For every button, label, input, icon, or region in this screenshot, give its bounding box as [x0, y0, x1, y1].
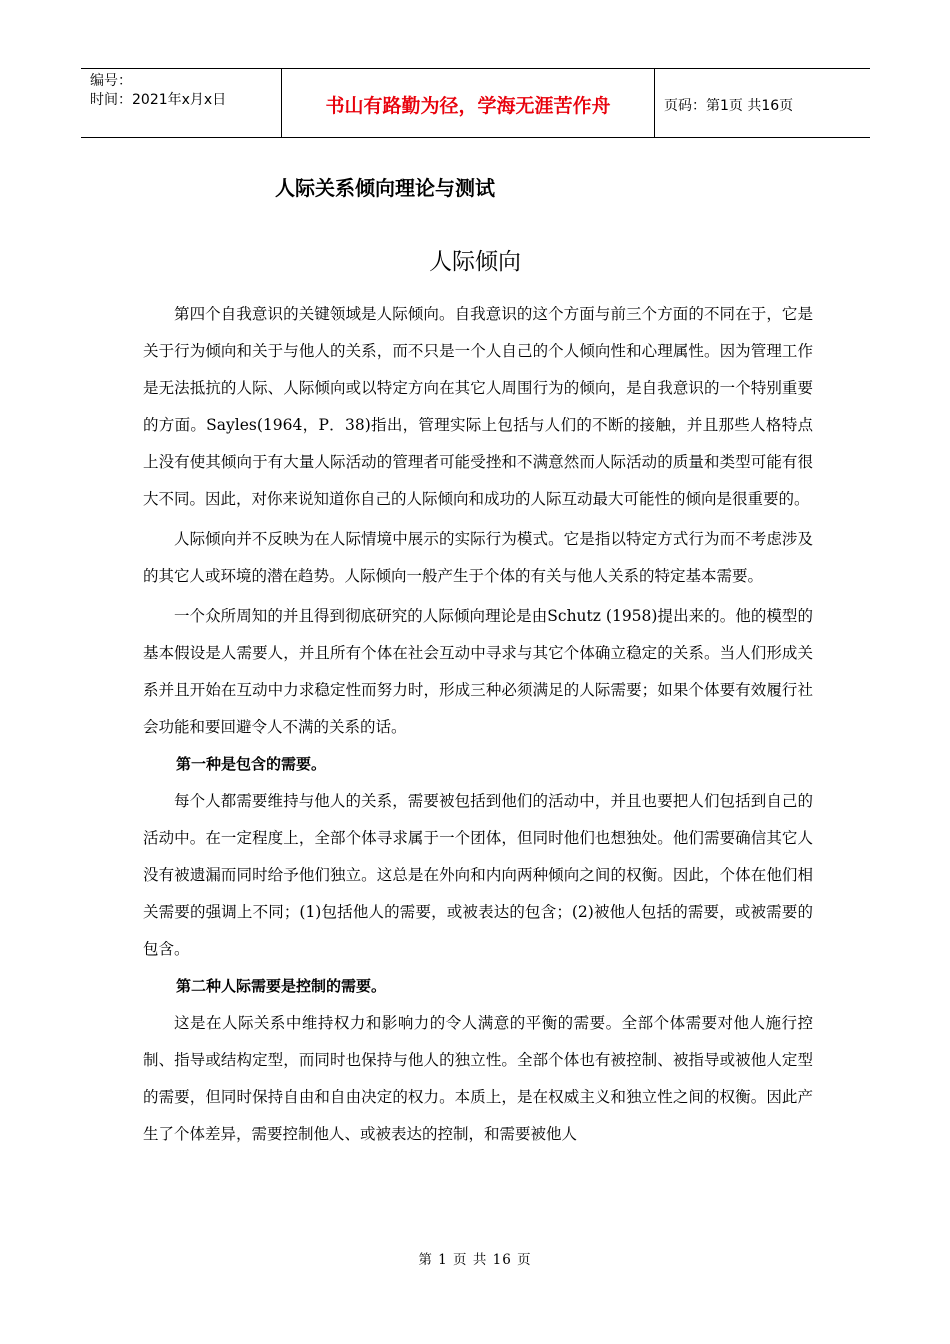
- document-body: [143, 296, 813, 1153]
- header-motto-cell: [281, 69, 655, 137]
- header-page-cell: [654, 69, 870, 137]
- page-footer: 第 1 页 共 16 页: [418, 1252, 532, 1268]
- motto-text: 书山有路勤为径，学海无涯苦作舟: [325, 95, 611, 117]
- header-left-cell: [81, 69, 281, 137]
- paragraph: 人际倾向并不反映为在人际情境中展示的实际行为模式。它是指以特定方式行为而不考虑涉及的其它人或环境的潜在趋势。人际倾向一般产生于个体的有关与他人关系的特定基本需要。: [143, 530, 813, 585]
- paragraph: 每个人都需要维持与他人的关系，需要被包括到他们的活动中，并且也要把人们包括到自己的活动中。在一定程度上，全部个体寻求属于一个团体，但同时他们也想独处。他们需要确信其它人没有被遗漏而同时给予他们独立。这总是在外向和内向两种倾向之间的权衡。因此，个体在他们相关需要的强调上不同；(1)包括他人的需要，或被表达的包含；(2)被他人包括的需要，或被需要的包含。: [143, 792, 813, 958]
- page-info: 页码：第1页 共16页: [664, 98, 794, 114]
- page-header: [81, 68, 870, 138]
- document-subtitle: 人际倾向: [429, 249, 521, 275]
- paragraph: 这是在人际关系中维持权力和影响力的令人满意的平衡的需要。全部个体需要对他人施行控制、指导或结构定型，而同时也保持与他人的独立性。全部个体也有被控制、被指导或被他人定型的需要，但同时保持自由和自由决定的权力。本质上，是在权威主义和独立性之间的权衡。因此产生了个体差异，需要控制他人、或被表达的控制，和需要被他人: [143, 1014, 813, 1143]
- paragraph: 第四个自我意识的关键领域是人际倾向。自我意识的这个方面与前三个方面的不同在于，它是关于行为倾向和关于与他人的关系，而不只是一个人自己的个人倾向性和心理属性。因为管理工作是无法抵抗的人际、人际倾向或以特定方向在其它人周围行为的倾向，是自我意识的一个特别重要的方面。Sayles(1964，P．38)指出，管理实际上包括与人们的不断的接触，并且那些人格特点上没有使其倾向于有大量人际活动的管理者可能受挫和不满意然而人际活动的质量和类型可能有很大不同。因此，对你来说知道你自己的人际倾向和成功的人际互动最大可能性的倾向是很重要的。: [143, 305, 813, 508]
- section-heading: 第二种人际需要是控制的需要。: [176, 977, 387, 995]
- document-title: 人际关系倾向理论与测试: [275, 176, 495, 200]
- number-label: 编号：: [90, 73, 132, 89]
- time-label: 时间：2021年x月x日: [90, 92, 227, 108]
- paragraph: 一个众所周知的并且得到彻底研究的人际倾向理论是由Schutz (1958)提出来的。他的模型的基本假设是人需要人，并且所有个体在社会互动中寻求与其它个体确立稳定的关系。当人们形成关系并且开始在互动中力求稳定性而努力时，形成三种必须满足的人际需要；如果个体要有效履行社会功能和要回避令人不满的关系的话。: [143, 607, 813, 736]
- section-heading: 第一种是包含的需要。: [176, 755, 327, 773]
